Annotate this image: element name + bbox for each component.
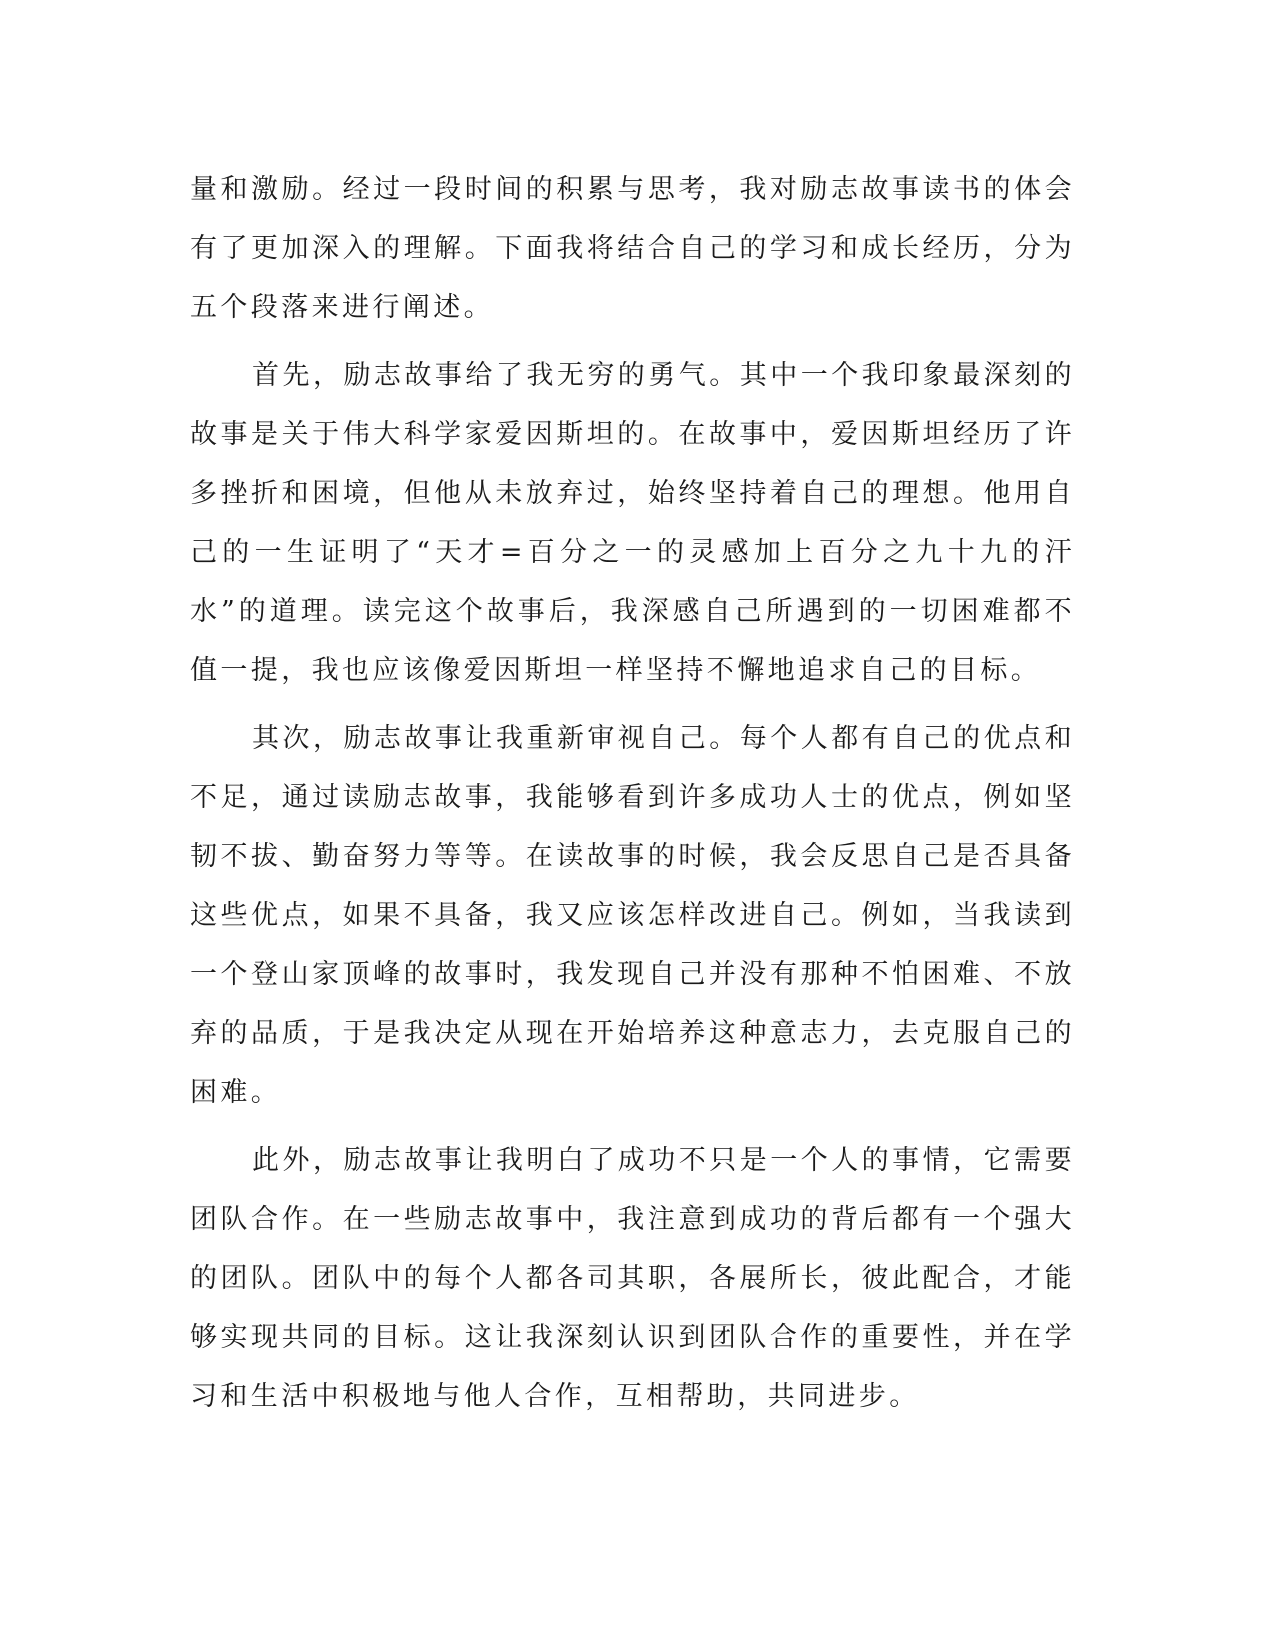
paragraph-intro-continuation: 量和激励。经过一段时间的积累与思考，我对励志故事读书的体会有了更加深入的理解。下面我将结合自己的学习和成长经历，分为五个段落来进行阐述。 [190, 174, 1075, 323]
document-body [190, 160, 1075, 1435]
paragraph-courage: 首先，励志故事给了我无穷的勇气。其中一个我印象最深刻的故事是关于伟大科学家爱因斯坦的。在故事中，爱因斯坦经历了许多挫折和困境，但他从未放弃过，始终坚持着自己的理想。他用自己的一生证明了“天才=百分之一的灵感加上百分之九十九的汗水”的道理。读完这个故事后，我深感自己所遇到的一切困难都不值一提，我也应该像爱因斯坦一样坚持不懈地追求自己的目标。 [190, 360, 1075, 686]
paragraph-self-reflection: 其次，励志故事让我重新审视自己。每个人都有自己的优点和不足，通过读励志故事，我能够看到许多成功人士的优点，例如坚韧不拔、勤奋努力等等。在读故事的时候，我会反思自己是否具备这些优点，如果不具备，我又应该怎样改进自己。例如，当我读到一个登山家顶峰的故事时，我发现自己并没有那种不怕困难、不放弃的品质，于是我决定从现在开始培养这种意志力，去克服自己的困难。 [190, 723, 1075, 1108]
paragraph-teamwork: 此外，励志故事让我明白了成功不只是一个人的事情，它需要团队合作。在一些励志故事中，我注意到成功的背后都有一个强大的团队。团队中的每个人都各司其职，各展所长，彼此配合，才能够实现共同的目标。这让我深刻认识到团队合作的重要性，并在学习和生活中积极地与他人合作，互相帮助，共同进步。 [190, 1145, 1075, 1412]
